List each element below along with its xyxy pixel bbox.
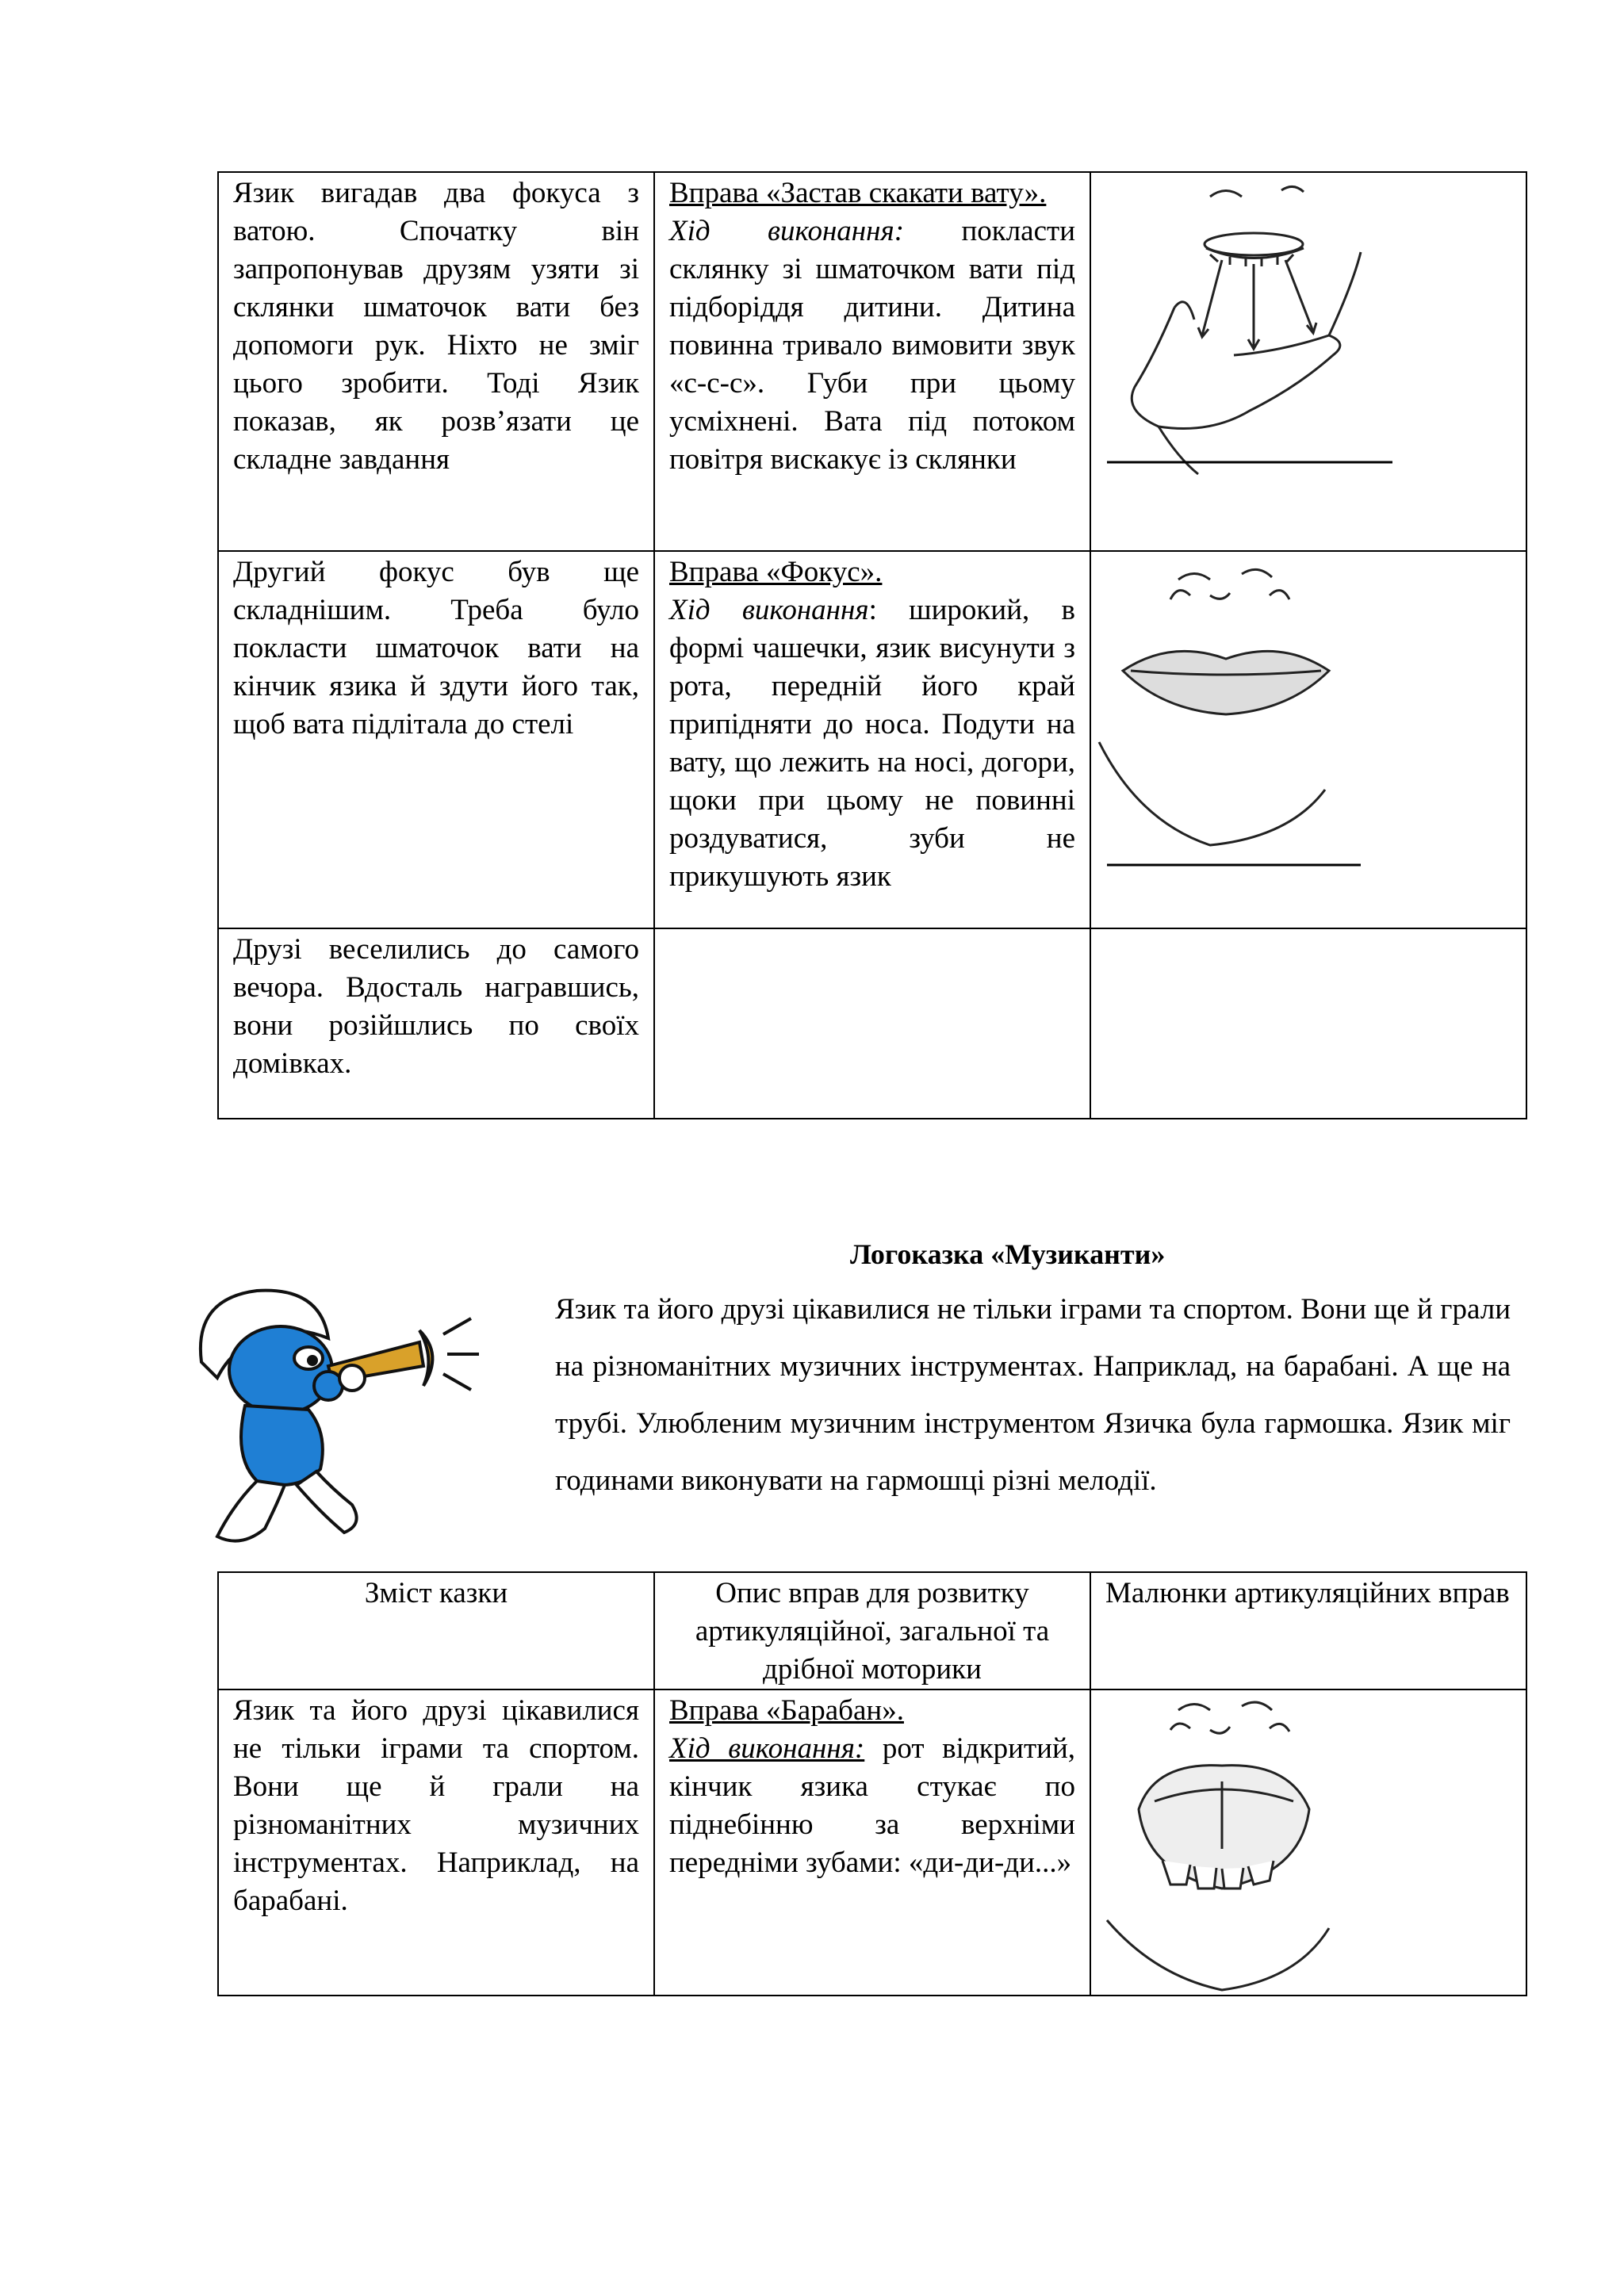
table-row: [218, 1689, 1526, 1996]
intro-paragraph: Язик та його друзі цікавилися не тільки іграми та спортом. Вони ще й грали на різноманітних музичних інструментах. Наприклад, на барабані. А ще на трубі. Улюбленим музичним інструментом Язичка була гармошка. Язик міг годинами виконувати на гармошці різні мелодії.: [555, 1293, 1511, 1497]
exercise-label: Хід виконання: [669, 594, 869, 626]
exercise-text: : широкий, в формі чашечки, язик висунути з рота, передній його край припідняти до носа. Подути на вату, що лежить на носі, догори, щоки при цьому не повинні роздуватися, зуби не прикушують язик: [669, 594, 1075, 893]
image-cell: [1090, 551, 1526, 928]
section-title: Логоказка «Музиканти»: [850, 1238, 1166, 1270]
exercise-table-2: [217, 1571, 1527, 1996]
story-text: Другий фокус був ще складнішим. Треба було покласти шматочок вати на кінчик язика й здути його так, щоб вата підлітала до стелі: [233, 556, 639, 740]
header-story: Зміст казки: [218, 1572, 654, 1689]
story-cell: [218, 1689, 654, 1996]
smurf-trumpet-illustration-icon: [170, 1267, 503, 1568]
table-row: [218, 928, 1526, 1119]
table-header-row: [218, 1572, 1526, 1689]
cotton-jump-exercise-drawing-icon: [1091, 173, 1527, 550]
image-cell: [1090, 172, 1526, 551]
tongue-cup-exercise-drawing-icon: [1091, 552, 1527, 928]
story-text: Друзі веселились до самого вечора. Вдосталь награвшись, вони розійшлись по своїх домівках.: [233, 933, 639, 1080]
exercise-text: покласти склянку зі шматочком вати під підборіддя дитини. Дитина повинна тривало вимовити звук «с-с-с». Губи при цьому усміхнені. Вата під потоком повітря вискакує із склянки: [669, 215, 1075, 476]
exercise-label: Хід виконання:: [669, 215, 905, 247]
story-text: Язик вигадав два фокуса з ватою. Спочатку він запропонував друзям узяти зі склянки шматочок вати без допомоги рук. Ніхто не зміг цього зробити. Тоді Язик показав, як розв’язати це складне завдання: [233, 177, 639, 476]
exercise-title: Вправа «Фокус».: [669, 556, 883, 588]
story-cell: [218, 551, 654, 928]
exercise-title: Вправа «Застав скакати вату».: [669, 177, 1047, 209]
table-row: [218, 551, 1526, 928]
header-exercises: Опис вправ для розвитку артикуляційної, загальної та дрібної моторики: [654, 1572, 1090, 1689]
image-cell: [1090, 928, 1526, 1119]
image-cell: [1090, 1689, 1526, 1996]
exercise-title: Вправа «Барабан».: [669, 1694, 904, 1727]
drum-exercise-drawing-icon: [1091, 1690, 1527, 1995]
story-cell: [218, 928, 654, 1119]
exercise-cell: [654, 928, 1090, 1119]
story-text: Язик та його друзі цікавилися не тільки іграми та спортом. Вони ще й грали на різноманітних музичних інструментах. Наприклад, на барабані.: [233, 1694, 639, 1917]
exercise-cell: [654, 551, 1090, 928]
exercise-table-1: [217, 171, 1527, 1119]
exercise-cell: [654, 1689, 1090, 1996]
exercise-label: Хід виконання:: [669, 1732, 865, 1765]
exercise-text: рот відкритий, кінчик язика стукає по піднебінню за верхніми передніми зубами: «ди-ди-ди...»: [669, 1732, 1075, 1879]
story-cell: [218, 172, 654, 551]
header-drawings: Малюнки артикуляційних вправ: [1090, 1572, 1526, 1689]
exercise-cell: [654, 172, 1090, 551]
table-row: [218, 172, 1526, 551]
